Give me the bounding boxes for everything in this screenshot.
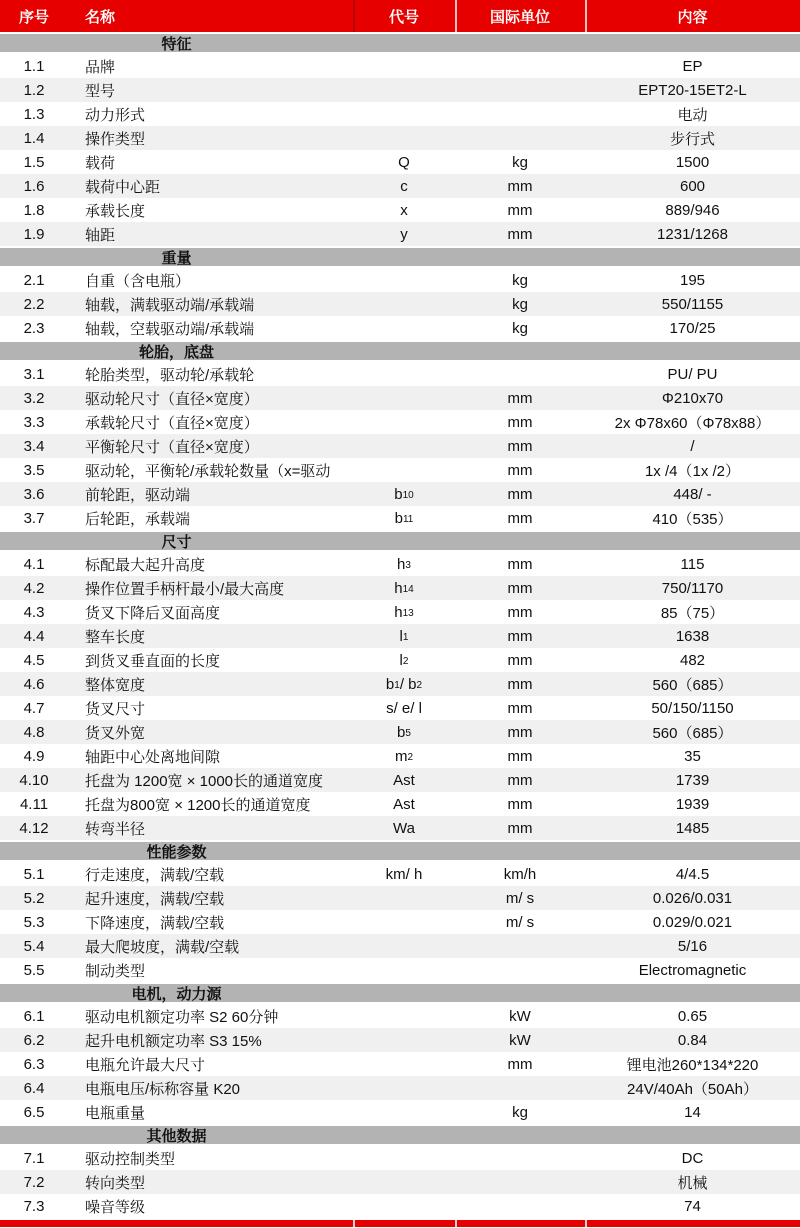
row-number: 4.1 xyxy=(23,555,45,573)
row-name: 后轮距，承载端 xyxy=(85,510,191,528)
row-number: 7.1 xyxy=(23,1149,45,1167)
row-code: km/ h xyxy=(385,865,423,883)
row-number: 4.4 xyxy=(23,627,45,645)
row-code xyxy=(353,268,455,292)
table-row xyxy=(0,268,800,292)
table-row xyxy=(0,624,800,648)
table-row xyxy=(0,222,800,246)
row-unit xyxy=(455,54,585,78)
table-row xyxy=(0,792,800,816)
row-name: 载荷中心距 xyxy=(85,178,161,196)
row-unit xyxy=(455,958,585,982)
row-value: 1739 xyxy=(675,771,710,789)
row-unit: mm xyxy=(507,177,533,195)
row-code xyxy=(353,102,455,126)
row-code xyxy=(353,886,455,910)
row-value: 2x Φ78x60（Φ78x88） xyxy=(614,414,771,432)
row-name: 电瓶重量 xyxy=(85,1104,146,1122)
row-name: 驱动轮，平衡轮/承载轮数量（x=驱动 xyxy=(85,462,331,480)
row-value: / xyxy=(690,437,695,455)
row-code xyxy=(353,1004,455,1028)
row-name: 整车长度 xyxy=(85,628,146,646)
row-value: 560（685） xyxy=(652,676,733,694)
row-name: 自重（含电瓶） xyxy=(85,272,191,290)
row-unit: mm xyxy=(507,413,533,431)
table-row xyxy=(0,816,800,840)
row-name: 整体宽度 xyxy=(85,676,146,694)
column-header-unit: 国际单位 xyxy=(489,8,550,26)
section-header-row xyxy=(0,840,800,862)
row-value: 24V/40Ah（50Ah） xyxy=(627,1080,758,1098)
footer-bar-segment xyxy=(457,1220,585,1227)
row-name: 轴距 xyxy=(85,226,116,244)
row-number: 3.3 xyxy=(23,413,45,431)
row-name: 驱动控制类型 xyxy=(85,1150,176,1168)
row-value: EP xyxy=(682,57,703,75)
row-value: 步行式 xyxy=(669,130,715,148)
row-value: 889/946 xyxy=(665,201,720,219)
row-value: 85（75） xyxy=(660,604,725,622)
row-code xyxy=(353,910,455,934)
row-unit: kW xyxy=(509,1007,531,1025)
table-row xyxy=(0,1028,800,1052)
row-unit: mm xyxy=(507,509,533,527)
table-row xyxy=(0,458,800,482)
row-value: 600 xyxy=(679,177,706,195)
row-value: 1485 xyxy=(675,819,710,837)
column-separator xyxy=(585,0,587,32)
row-value: 锂电池260*134*220 xyxy=(626,1056,759,1074)
row-number: 3.7 xyxy=(23,509,45,527)
table-row xyxy=(0,316,800,340)
row-number: 1.6 xyxy=(23,177,45,195)
column-header-no: 序号 xyxy=(18,8,49,26)
table-row xyxy=(0,576,800,600)
table-row xyxy=(0,672,800,696)
row-code: l $_2$ xyxy=(399,651,409,669)
table-header-row xyxy=(0,0,800,32)
row-number: 4.12 xyxy=(19,819,49,837)
row-code: b $_{10}$ xyxy=(394,485,414,503)
column-header-value: 内容 xyxy=(677,8,708,26)
row-value: DC xyxy=(681,1149,704,1167)
row-value: EPT20-15ET2-L xyxy=(638,81,747,99)
row-code xyxy=(353,316,455,340)
footer-bar-segment xyxy=(0,1220,353,1227)
row-code xyxy=(353,434,455,458)
table-row xyxy=(0,1146,800,1170)
row-name: 载荷 xyxy=(85,154,116,172)
row-unit: mm xyxy=(507,747,533,765)
section-title: 性能参数 xyxy=(146,843,207,861)
row-unit xyxy=(455,1146,585,1170)
table-row xyxy=(0,386,800,410)
row-unit xyxy=(455,1076,585,1100)
row-unit: mm xyxy=(507,201,533,219)
section-header-row xyxy=(0,530,800,552)
row-number: 6.1 xyxy=(23,1007,45,1025)
row-number: 6.4 xyxy=(23,1079,45,1097)
row-value: PU/ PU xyxy=(667,365,718,383)
row-unit: mm xyxy=(507,1055,533,1073)
row-unit: mm xyxy=(507,225,533,243)
row-number: 1.4 xyxy=(23,129,45,147)
row-code: h $_{14}$ xyxy=(394,579,414,597)
footer-bar-segment xyxy=(587,1220,800,1227)
row-unit xyxy=(455,934,585,958)
row-number: 3.5 xyxy=(23,461,45,479)
row-code xyxy=(353,292,455,316)
section-header-row xyxy=(0,1124,800,1146)
row-number: 4.3 xyxy=(23,603,45,621)
row-unit: mm xyxy=(507,485,533,503)
row-number: 1.8 xyxy=(23,201,45,219)
row-code xyxy=(353,54,455,78)
row-code xyxy=(353,1052,455,1076)
row-name: 电瓶电压/标称容量 K20 xyxy=(85,1080,241,1098)
row-unit: m/ s xyxy=(505,889,535,907)
row-value: 电动 xyxy=(677,106,708,124)
row-number: 5.1 xyxy=(23,865,45,883)
row-name: 操作类型 xyxy=(85,130,146,148)
row-number: 5.4 xyxy=(23,937,45,955)
table-row xyxy=(0,958,800,982)
row-name: 驱动轮尺寸（直径×宽度） xyxy=(85,390,259,408)
row-code: s/ e/ l xyxy=(386,699,422,717)
row-name: 品牌 xyxy=(85,58,116,76)
row-name: 电瓶允许最大尺寸 xyxy=(85,1056,206,1074)
section-title: 特征 xyxy=(161,35,192,53)
table-row xyxy=(0,434,800,458)
row-number: 7.3 xyxy=(23,1197,45,1215)
row-code xyxy=(353,1170,455,1194)
section-header-row xyxy=(0,982,800,1004)
row-value: 14 xyxy=(684,1103,701,1121)
row-number: 4.8 xyxy=(23,723,45,741)
section-title: 重量 xyxy=(161,249,192,267)
row-name: 动力形式 xyxy=(85,106,146,124)
row-unit: mm xyxy=(507,603,533,621)
row-number: 1.5 xyxy=(23,153,45,171)
row-number: 5.5 xyxy=(23,961,45,979)
table-row xyxy=(0,292,800,316)
table-body xyxy=(0,32,800,1218)
row-unit: kg xyxy=(512,271,528,289)
row-value: 170/25 xyxy=(669,319,716,337)
row-value: 195 xyxy=(679,271,706,289)
table-row xyxy=(0,886,800,910)
table-row xyxy=(0,768,800,792)
section-title: 电机，动力源 xyxy=(131,985,222,1003)
row-number: 5.2 xyxy=(23,889,45,907)
row-unit: mm xyxy=(507,579,533,597)
row-value: 5/16 xyxy=(677,937,708,955)
row-name: 货叉下降后叉面高度 xyxy=(85,604,221,622)
table-row xyxy=(0,1076,800,1100)
row-number: 7.2 xyxy=(23,1173,45,1191)
section-header-row xyxy=(0,32,800,54)
footer-bar-segment xyxy=(355,1220,455,1227)
row-value: 1x /4（1x /2） xyxy=(644,462,741,480)
row-name: 制动类型 xyxy=(85,962,146,980)
row-name: 噪音等级 xyxy=(85,1198,146,1216)
row-unit: kg xyxy=(512,153,528,171)
row-number: 6.2 xyxy=(23,1031,45,1049)
row-unit: kg xyxy=(512,319,528,337)
row-unit: mm xyxy=(507,389,533,407)
table-row xyxy=(0,174,800,198)
row-code: c xyxy=(400,177,408,195)
table-row xyxy=(0,696,800,720)
row-value: 1638 xyxy=(675,627,710,645)
row-code: Ast xyxy=(393,795,415,813)
row-unit: mm xyxy=(507,651,533,669)
row-code: y xyxy=(400,225,408,243)
row-name: 轴载，满载驱动端/承载端 xyxy=(85,296,255,314)
row-name: 平衡轮尺寸（直径×宽度） xyxy=(85,438,259,456)
row-unit: m/ s xyxy=(505,913,535,931)
table-row xyxy=(0,482,800,506)
row-name: 货叉外宽 xyxy=(85,724,146,742)
footer-accent-bar xyxy=(0,1220,800,1227)
row-code: b $_5$ xyxy=(397,723,411,741)
row-value: Φ210x70 xyxy=(661,389,724,407)
row-value: 4/4.5 xyxy=(675,865,710,883)
row-value: 0.029/0.021 xyxy=(652,913,733,931)
table-row xyxy=(0,198,800,222)
row-value: 550/1155 xyxy=(661,295,724,313)
row-name: 轴距中心处离地间隙 xyxy=(85,748,221,766)
row-value: 0.026/0.031 xyxy=(652,889,733,907)
row-name: 轴载，空载驱动端/承载端 xyxy=(85,320,255,338)
row-unit xyxy=(455,1194,585,1218)
row-unit: km/h xyxy=(503,865,537,883)
table-row xyxy=(0,744,800,768)
row-name: 货叉尺寸 xyxy=(85,700,146,718)
row-number: 3.6 xyxy=(23,485,45,503)
row-unit: mm xyxy=(507,437,533,455)
table-row xyxy=(0,934,800,958)
table-row xyxy=(0,78,800,102)
row-number: 4.2 xyxy=(23,579,45,597)
row-unit: mm xyxy=(507,795,533,813)
row-value: 35 xyxy=(684,747,701,765)
row-name: 前轮距，驱动端 xyxy=(85,486,191,504)
row-value: 0.65 xyxy=(677,1007,708,1025)
row-code: l $_1$ xyxy=(399,627,409,645)
row-name: 起升电机额定功率 S3 15% xyxy=(85,1032,262,1050)
section-title: 轮胎，底盘 xyxy=(138,343,214,361)
section-header-row xyxy=(0,246,800,268)
row-number: 2.3 xyxy=(23,319,45,337)
row-code xyxy=(353,1146,455,1170)
column-header-name: 名称 xyxy=(85,8,116,26)
row-unit: kg xyxy=(512,295,528,313)
row-unit: mm xyxy=(507,819,533,837)
row-unit: mm xyxy=(507,627,533,645)
table-row xyxy=(0,362,800,386)
row-code: h $_3$ xyxy=(397,555,411,573)
row-unit: mm xyxy=(507,699,533,717)
row-value: 750/1170 xyxy=(661,579,724,597)
row-code: Wa xyxy=(393,819,415,837)
row-code: h $_{13}$ xyxy=(394,603,414,621)
row-name: 起升速度，满载/空载 xyxy=(85,890,225,908)
row-number: 1.1 xyxy=(23,57,45,75)
row-unit: mm xyxy=(507,461,533,479)
row-value: 机械 xyxy=(677,1174,708,1192)
row-name: 转向类型 xyxy=(85,1174,146,1192)
row-number: 1.9 xyxy=(23,225,45,243)
row-number: 4.10 xyxy=(19,771,49,789)
table-row xyxy=(0,720,800,744)
row-name: 型号 xyxy=(85,82,116,100)
row-code xyxy=(353,1076,455,1100)
row-code xyxy=(353,410,455,434)
row-name: 标配最大起升高度 xyxy=(85,556,206,574)
row-number: 3.2 xyxy=(23,389,45,407)
section-header-row xyxy=(0,340,800,362)
table-row xyxy=(0,1170,800,1194)
row-number: 4.9 xyxy=(23,747,45,765)
row-code: b $_1$ / b $_2$ xyxy=(385,675,423,693)
row-unit xyxy=(455,1170,585,1194)
table-row xyxy=(0,600,800,624)
row-name: 轮胎类型，驱动轮/承载轮 xyxy=(85,366,255,384)
row-unit: kW xyxy=(509,1031,531,1049)
row-unit: kg xyxy=(512,1103,528,1121)
row-code: m $_2$ xyxy=(394,747,414,765)
table-row xyxy=(0,648,800,672)
row-number: 2.2 xyxy=(23,295,45,313)
row-value: 1231/1268 xyxy=(657,225,728,243)
row-code xyxy=(353,1028,455,1052)
row-code xyxy=(353,126,455,150)
row-value: 482 xyxy=(679,651,706,669)
row-number: 4.5 xyxy=(23,651,45,669)
row-code: Ast xyxy=(393,771,415,789)
row-code: x xyxy=(400,201,408,219)
row-number: 3.4 xyxy=(23,437,45,455)
table-row xyxy=(0,126,800,150)
row-unit xyxy=(455,362,585,386)
table-row xyxy=(0,1194,800,1218)
row-name: 托盘为800宽 × 1200长的通道宽度 xyxy=(85,796,311,814)
row-code xyxy=(353,458,455,482)
row-code: Q xyxy=(398,153,410,171)
row-number: 5.3 xyxy=(23,913,45,931)
row-code xyxy=(353,1194,455,1218)
table-row xyxy=(0,506,800,530)
section-title: 其他数据 xyxy=(146,1127,207,1145)
row-name: 驱动电机额定功率 S2 60分钟 xyxy=(85,1008,279,1026)
table-row xyxy=(0,862,800,886)
column-separator xyxy=(455,0,457,32)
row-value: 115 xyxy=(680,555,705,573)
row-number: 3.1 xyxy=(23,365,45,383)
row-code xyxy=(353,934,455,958)
row-code: b $_{11}$ xyxy=(394,509,414,527)
table-row xyxy=(0,54,800,78)
table-row xyxy=(0,410,800,434)
row-value: 0.84 xyxy=(677,1031,708,1049)
column-separator xyxy=(353,0,355,32)
row-number: 4.7 xyxy=(23,699,45,717)
row-code xyxy=(353,78,455,102)
row-unit: mm xyxy=(507,675,533,693)
row-code xyxy=(353,1100,455,1124)
row-name: 行走速度，满载/空载 xyxy=(85,866,225,884)
row-value: 560（685） xyxy=(652,724,733,742)
row-value: 1939 xyxy=(675,795,710,813)
row-number: 1.2 xyxy=(23,81,45,99)
row-code xyxy=(353,958,455,982)
table-row xyxy=(0,1100,800,1124)
row-code xyxy=(353,386,455,410)
row-unit xyxy=(455,126,585,150)
row-unit xyxy=(455,102,585,126)
section-title: 尺寸 xyxy=(161,533,192,551)
row-name: 转弯半径 xyxy=(85,820,146,838)
row-value: Electromagnetic xyxy=(638,961,747,979)
row-value: 50/150/1150 xyxy=(651,699,734,717)
row-name: 承载轮尺寸（直径×宽度） xyxy=(85,414,259,432)
table-row xyxy=(0,552,800,576)
table-row xyxy=(0,102,800,126)
table-row xyxy=(0,150,800,174)
table-row xyxy=(0,1004,800,1028)
row-number: 4.6 xyxy=(23,675,45,693)
row-name: 承载长度 xyxy=(85,202,146,220)
row-number: 6.5 xyxy=(23,1103,45,1121)
row-name: 操作位置手柄杆最小/最大高度 xyxy=(85,580,285,598)
row-name: 托盘为 1200宽 × 1000长的通道宽度 xyxy=(85,772,324,790)
row-number: 4.11 xyxy=(19,795,49,813)
row-value: 1500 xyxy=(675,153,710,171)
row-value: 448/ - xyxy=(673,485,712,503)
row-unit: mm xyxy=(507,555,533,573)
row-number: 2.1 xyxy=(23,271,45,289)
row-number: 6.3 xyxy=(23,1055,45,1073)
row-name: 下降速度，满载/空载 xyxy=(85,914,225,932)
row-name: 最大爬坡度，满载/空载 xyxy=(85,938,240,956)
row-name: 到货叉垂直面的长度 xyxy=(85,652,221,670)
row-value: 410（535） xyxy=(652,510,733,528)
table-row xyxy=(0,910,800,934)
column-header-code: 代号 xyxy=(388,8,419,26)
row-unit xyxy=(455,78,585,102)
row-unit: mm xyxy=(507,771,533,789)
row-value: 74 xyxy=(684,1197,701,1215)
table-row xyxy=(0,1052,800,1076)
row-unit: mm xyxy=(507,723,533,741)
row-code xyxy=(353,362,455,386)
row-number: 1.3 xyxy=(23,105,45,123)
